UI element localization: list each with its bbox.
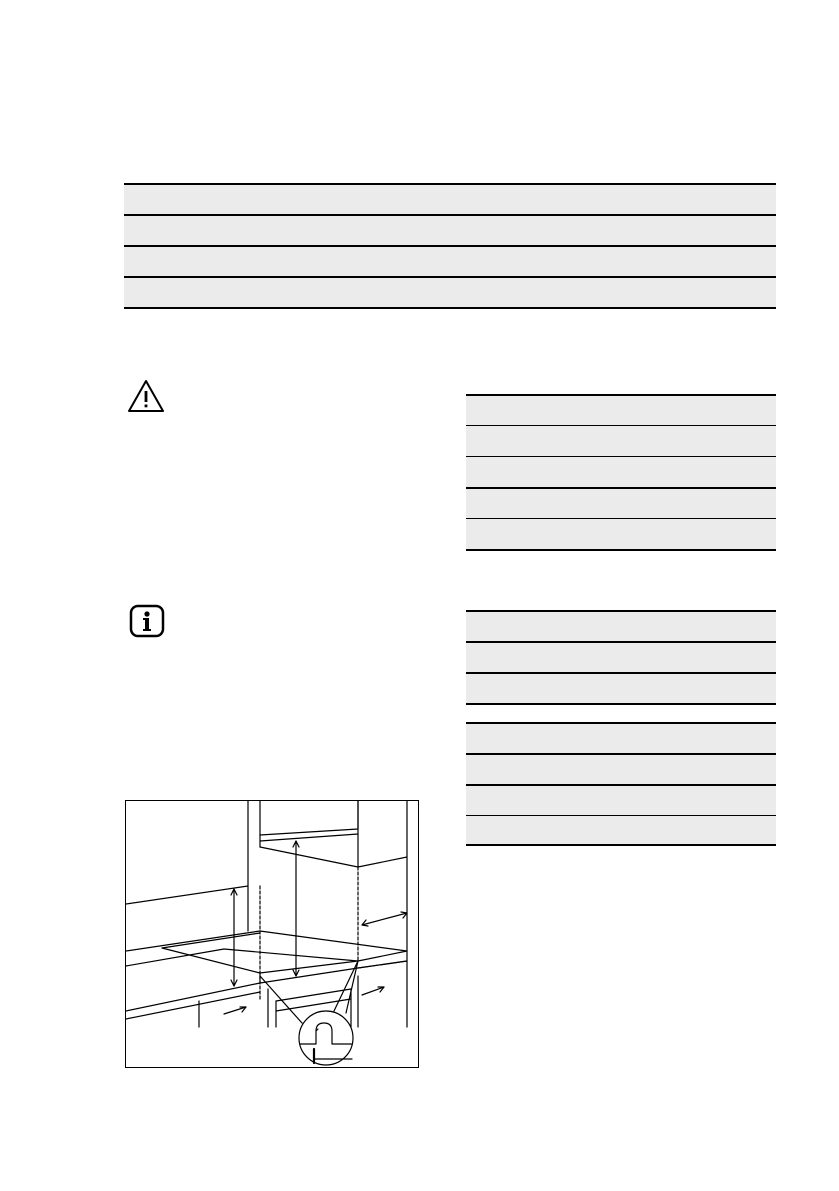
table-row xyxy=(124,214,776,245)
top-table xyxy=(124,183,776,309)
table-row xyxy=(466,425,776,456)
table-row xyxy=(466,487,776,518)
table-row xyxy=(466,610,776,641)
table-row xyxy=(466,456,776,487)
installation-diagram xyxy=(125,800,419,1068)
table-row xyxy=(124,276,776,309)
table-row xyxy=(466,815,776,846)
info-icon xyxy=(129,604,165,638)
right-table-3 xyxy=(466,722,776,846)
warning-triangle-icon xyxy=(126,378,166,414)
table-row xyxy=(124,183,776,214)
table-row xyxy=(124,245,776,276)
table-row xyxy=(466,672,776,705)
table-row xyxy=(466,394,776,425)
table-row xyxy=(466,641,776,672)
installation-diagram-drawing xyxy=(126,801,418,1067)
right-table-2 xyxy=(466,610,776,705)
table-row xyxy=(466,784,776,815)
table-row xyxy=(466,722,776,753)
right-table-1 xyxy=(466,394,776,551)
table-row xyxy=(466,753,776,784)
table-row xyxy=(466,518,776,551)
